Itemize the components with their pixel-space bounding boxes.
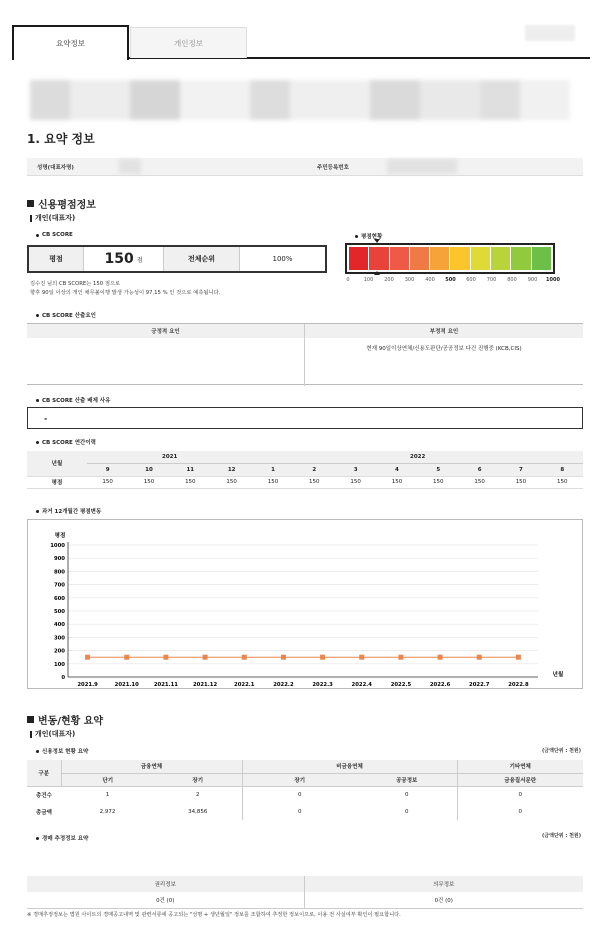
history-scores-row [27, 476, 583, 489]
subsection-personal: 개인(대표자) [30, 213, 75, 223]
gauge-segment [471, 247, 490, 270]
divider [304, 324, 305, 386]
unit-note: (금액단위 : 천원) [542, 748, 582, 754]
history-year-2022: 2022 [252, 451, 583, 464]
history-month-cell: 10 [128, 464, 169, 477]
history-score-cell: 150 [252, 476, 293, 489]
score-description: 김수진 님의 CB SCORE는 150 점으로 향후 90일 이상의 개인 채무불이행 발생 가능성이 97.15 % 인 것으로 예측됩니다. [30, 281, 221, 296]
history-table [27, 451, 583, 489]
tab-bar [12, 25, 590, 59]
section-title-credit: 신용평점정보 [27, 196, 96, 211]
cb-score-heading: CB SCORE [36, 232, 73, 238]
dot-bullet-icon [36, 837, 39, 840]
square-bullet-icon [27, 716, 34, 723]
gauge-segment [369, 247, 388, 270]
gauge-segment [349, 247, 368, 270]
history-month-cell: 5 [418, 464, 459, 477]
history-month-cell: 3 [335, 464, 376, 477]
gauge-segment [390, 247, 409, 270]
gauge-segment [532, 247, 551, 270]
tab-summary[interactable]: 요약정보 [12, 25, 129, 60]
chart-xtick-label: 2021.11 [153, 682, 178, 688]
chart-point [163, 655, 168, 660]
id-label: 주민등록번호 [317, 165, 349, 171]
chart-point [359, 655, 364, 660]
history-month-cell: 12 [211, 464, 252, 477]
chart-ytick-label: 0 [61, 675, 65, 681]
line-chart-svg [28, 520, 584, 690]
gauge-tick-label: 600 [466, 277, 476, 283]
gauge-ticks [340, 277, 560, 285]
chart-xtick-label: 2022.4 [351, 682, 372, 688]
rights-header: 권리정보 [27, 876, 304, 892]
chart-xtick-label: 2022.7 [469, 682, 490, 688]
footnote: ※ 경매추정정보는 법원 사이트의 경매공고내역 및 관련서류에 공고되는 "성명 + 생년월일" 정보를 조합하여 추정한 정보이므로, 이용 전 사실여부 확인이 필요합니다. [27, 912, 401, 918]
chart-xtick-label: 2022.8 [508, 682, 529, 688]
gauge-tick-label: 400 [425, 277, 435, 283]
exclusion-value: - [27, 407, 583, 429]
history-heading: CB SCORE 연간이력 [36, 438, 96, 446]
gauge-tick-label: 100 [363, 277, 374, 283]
dot-bullet-icon [36, 750, 39, 753]
factors-heading: CB SCORE 산출요인 [36, 311, 96, 319]
history-month-cell: 8 [542, 464, 583, 477]
history-score-cell: 150 [500, 476, 541, 489]
section-title-changes: 변동/현황 요약 [27, 712, 103, 727]
auction-table [27, 876, 583, 909]
table-row: 총금액 2,972 34,856 0 0 0 [27, 803, 583, 820]
score-trend-chart [27, 519, 583, 689]
exclusion-heading: CB SCORE 산출 배제 사유 [36, 396, 110, 404]
rights-value: 0건 (0) [27, 892, 304, 908]
chart-point [438, 655, 443, 660]
history-month-cell: 4 [376, 464, 417, 477]
gauge-segment [430, 247, 449, 270]
chart-xlabel: 년월 [552, 672, 564, 678]
negative-factor-text: 현재 90일이상연체/신용도판단/공공정보 다건 진행중 (KCB,CIS) [366, 346, 522, 352]
chart-ytick-label: 100 [53, 661, 65, 668]
chart-ytick-label: 500 [53, 609, 65, 615]
duty-value: 0건 (0) [304, 892, 583, 908]
chart-point [124, 655, 129, 660]
history-month-cell: 2 [294, 464, 335, 477]
chart-xtick-label: 2021.12 [193, 682, 218, 688]
history-months-row [27, 464, 583, 477]
chart-point [516, 655, 521, 660]
score-unit: 점 [136, 256, 143, 264]
history-score-cell: 150 [418, 476, 459, 489]
score-value-cell [84, 247, 164, 271]
chart-point [281, 655, 286, 660]
gauge-tick-label: 1000 [546, 277, 560, 283]
identity-row [27, 158, 583, 176]
duty-header: 의무정보 [304, 876, 583, 892]
chart-point [85, 655, 90, 660]
positive-factors-header: 긍정적 요인 [27, 324, 304, 338]
rank-label: 전체순위 [164, 247, 240, 271]
history-month-cell: 7 [500, 464, 541, 477]
chart-ytick-label: 400 [53, 622, 65, 629]
history-month-cell: 6 [459, 464, 500, 477]
redacted-id [387, 159, 457, 174]
chart-heading: 과거 12개월간 평점변동 [36, 507, 101, 515]
dot-bullet-icon [36, 314, 39, 317]
history-year-2021: 2021 [87, 451, 252, 464]
bar-bullet-icon [30, 731, 32, 738]
gauge-segment [511, 247, 530, 270]
subsection-personal-2: 개인(대표자) [30, 729, 75, 739]
page-title: 1. 요약 정보 [27, 132, 95, 146]
dot-bullet-icon [36, 234, 39, 237]
history-score-cell: 150 [376, 476, 417, 489]
chart-ytick-label: 1000 [50, 543, 65, 549]
col-nonfin-long: 장기 [242, 773, 357, 786]
chart-ytick-label: 900 [53, 556, 65, 563]
gauge-tick-label: 900 [527, 277, 538, 283]
gauge-segment [491, 247, 510, 270]
bar-bullet-icon [30, 215, 32, 222]
name-label: 성명(대표자명) [37, 165, 74, 171]
chart-ylabel: 평점 [54, 533, 66, 539]
auction-unit-note: (금액단위 : 천원) [542, 833, 582, 839]
chart-xtick-label: 2022.2 [273, 682, 294, 688]
history-score-cell: 150 [294, 476, 335, 489]
chart-xtick-label: 2021.10 [114, 682, 139, 688]
history-month-cell: 1 [252, 464, 293, 477]
chart-point [398, 655, 403, 660]
chart-point [203, 655, 208, 660]
gauge-tick-label: 200 [384, 277, 394, 283]
square-bullet-icon [27, 200, 34, 207]
score-value: 150 [104, 251, 134, 267]
chart-point [320, 655, 325, 660]
rank-value: 100% [272, 255, 293, 263]
tab-personal[interactable]: 개인정보 [130, 27, 247, 58]
history-month-cell: 11 [170, 464, 211, 477]
history-score-cell: 150 [542, 476, 583, 489]
dot-bullet-icon [355, 235, 358, 238]
history-score-cell: 150 [335, 476, 376, 489]
chart-ytick-label: 200 [53, 648, 65, 655]
status-summary-table [27, 760, 583, 820]
col-financial: 금융연체 [61, 760, 242, 773]
score-label: 평점 [29, 247, 84, 271]
score-gauge [345, 243, 555, 274]
chart-xtick-label: 2022.6 [429, 682, 451, 688]
dot-bullet-icon [36, 399, 39, 402]
gauge-pointer-bottom-icon [374, 271, 380, 275]
history-score-cell: 150 [170, 476, 211, 489]
chart-ytick-label: 700 [53, 582, 65, 589]
auction-heading: 경매 추정정보 요약 [36, 834, 88, 842]
history-score-cell: 150 [128, 476, 169, 489]
col-other: 기타연체 [457, 760, 583, 773]
table-row: 총건수 1 2 0 0 0 [27, 786, 583, 803]
chart-xtick-label: 2022.1 [234, 682, 255, 688]
dot-bullet-icon [36, 441, 39, 444]
history-score-label: 평점 [27, 476, 87, 489]
history-month-cell: 9 [87, 464, 128, 477]
gauge-tick-label: 500 [445, 277, 456, 283]
gauge-tick-label: 700 [486, 277, 497, 283]
chart-xtick-label: 2022.5 [390, 682, 412, 688]
col-nonfinancial: 비금융연체 [242, 760, 457, 773]
gauge-tick-label: 0 [346, 277, 350, 283]
chart-ytick-label: 300 [53, 635, 65, 642]
col-public: 공공정보 [357, 773, 457, 786]
gauge-segment [450, 247, 469, 270]
history-score-cell: 150 [87, 476, 128, 489]
chart-ytick-label: 800 [53, 569, 65, 576]
redacted-banner [30, 80, 570, 120]
col-order: 금융질서문란 [457, 773, 583, 786]
chart-xtick-label: 2022.3 [312, 682, 333, 688]
chart-ytick-label: 600 [53, 595, 65, 602]
redacted-name [119, 159, 141, 174]
factors-table [27, 323, 583, 385]
gauge-heading: 평점현황 [355, 232, 382, 240]
score-box [27, 245, 327, 273]
chart-xtick-label: 2021.9 [77, 682, 98, 688]
gauge-tick-label: 300 [404, 277, 415, 283]
history-score-cell: 150 [211, 476, 252, 489]
chart-point [477, 655, 482, 660]
history-header-yearmonth: 년월 [27, 451, 87, 476]
history-score-cell: 150 [459, 476, 500, 489]
gauge-segment [410, 247, 429, 270]
col-long: 장기 [154, 773, 242, 786]
redacted-button[interactable] [525, 25, 575, 41]
status-summary-heading: 신용정보 현황 요약 [36, 747, 88, 755]
col-category: 구분 [27, 760, 61, 786]
negative-factors-header: 부정적 요인 [305, 324, 583, 338]
gauge-tick-label: 800 [507, 277, 517, 283]
chart-point [242, 655, 247, 660]
dot-bullet-icon [36, 510, 39, 513]
col-short: 단기 [61, 773, 154, 786]
